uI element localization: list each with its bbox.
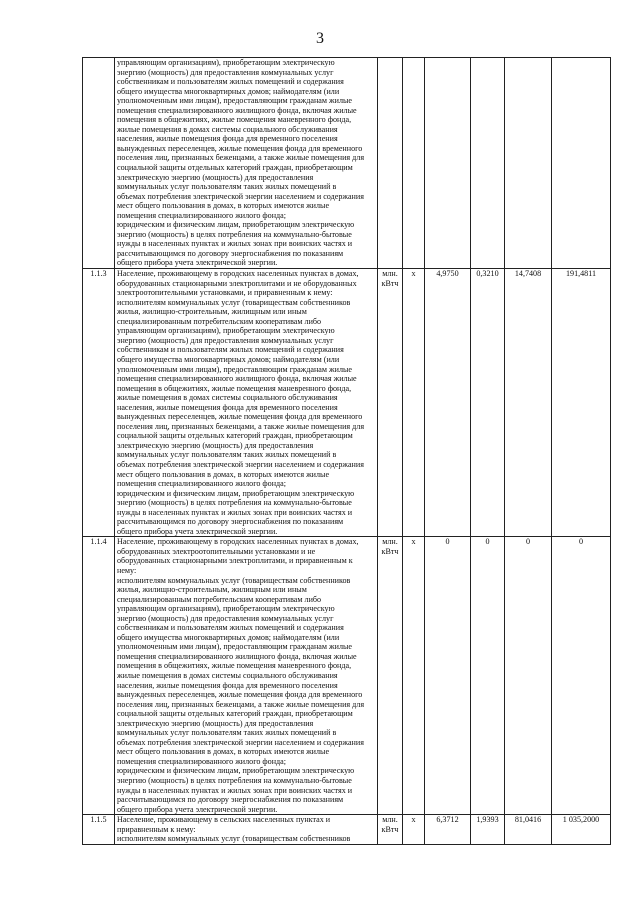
row-value-1: 6,3712 <box>425 815 471 845</box>
description-line: вынужденных переселенцев, жилые помещения фонда для временного <box>117 690 363 700</box>
page-number: 3 <box>316 30 324 47</box>
description-line: помещения специализированного жилищного фонда, включая жилые <box>117 651 357 661</box>
description-line: специализированным потребительским кооперативам либо <box>117 316 322 326</box>
tariff-table <box>82 57 611 845</box>
row-value-3: 14,7408 <box>505 269 552 537</box>
row-value-2: 0 <box>471 537 505 815</box>
description-line: энергию (мощность) для предоставления коммунальных услуг <box>117 335 334 345</box>
description-line: жилые помещения в домах системы социального обслуживания <box>117 124 338 134</box>
description-line: уполномоченным ими лицам), предоставляющим гражданам жилые <box>117 642 353 652</box>
row-number <box>83 58 115 269</box>
description-line: Население, проживающему в сельских населенных пунктах и <box>117 815 331 825</box>
row-description <box>115 269 378 537</box>
description-line: помещения специализированного жилищного фонда, включая жилые <box>117 105 357 115</box>
description-line: энергию (мощность) для предоставления коммунальных услуг <box>117 67 334 77</box>
description-line: исполнителям коммунальных услуг (товариществам собственников <box>117 297 351 307</box>
description-line: собственникам и пользователям жилых помещений и содержания <box>117 345 344 355</box>
description-line: мест общего пользования в домах, в которых имеются жилые <box>117 747 330 757</box>
description-line: поселения лиц, признанных беженцами, а также жилые помещения для <box>117 153 365 163</box>
row-mark: x <box>403 537 425 815</box>
description-line: управляющим организациям), приобретающим электрическую <box>117 326 335 336</box>
row-value-1 <box>425 58 471 269</box>
row-value-2 <box>471 58 505 269</box>
row-description <box>115 58 378 269</box>
description-line: общего прибора учета электрической энергии. <box>117 526 278 536</box>
table-row <box>83 815 611 845</box>
description-line: оборудованных электроотопительными установками и не <box>117 546 316 556</box>
description-line: приравненным к нему: <box>117 824 196 834</box>
description-line: нужды в населенных пунктах и жилых зонах при воинских частях и <box>117 507 353 517</box>
description-line: энергию (мощность) в целях потребления на коммунально-бытовые <box>117 776 352 786</box>
description-line: уполномоченным ими лицам), предоставляющим гражданам жилые <box>117 96 353 106</box>
row-unit: млн. кВтч <box>378 537 403 815</box>
description-line: Население, проживающему в городских населенных пунктах в домах, <box>117 537 359 547</box>
table-row <box>83 537 611 815</box>
row-value-3: 0 <box>505 537 552 815</box>
description-line: собственникам и пользователям жилых помещений и содержания <box>117 623 344 633</box>
row-value-2: 1,9393 <box>471 815 505 845</box>
description-line: общего прибора учета электрической энергии. <box>117 258 278 268</box>
description-line: помещения в общежитиях, жилые помещения маневренного фонда, <box>117 115 352 125</box>
description-line: электрическую энергию (мощность) для предоставления <box>117 718 314 728</box>
description-line: исполнителям коммунальных услуг (товариществам собственников <box>117 834 351 844</box>
description-line: общего прибора учета электрической энергии. <box>117 804 278 814</box>
description-line: рассчитывающимся по договору энергоснабжения по показаниям <box>117 248 344 258</box>
description-line: электрическую энергию (мощность) для предоставления <box>117 440 314 450</box>
description-line: коммунальных услуг пользователям таких жилых помещений в <box>117 182 337 192</box>
description-line: социальной защиты отдельных категорий граждан, приобретающим <box>117 163 353 173</box>
description-line: мест общего пользования в домах, в которых имеются жилые <box>117 201 330 211</box>
row-value-3 <box>505 58 552 269</box>
description-line: исполнителям коммунальных услуг (товариществам собственников <box>117 575 351 585</box>
description-line: уполномоченным ими лицам), предоставляющим гражданам жилые <box>117 364 353 374</box>
description-line: собственникам и пользователям жилых помещений и содержания <box>117 77 344 87</box>
description-line: помещения специализированного жилищного фонда, включая жилые <box>117 374 357 384</box>
description-line: вынужденных переселенцев, жилые помещения фонда для временного <box>117 143 363 153</box>
description-line: Население, проживающему в городских населенных пунктах в домах, <box>117 269 359 279</box>
description-line: рассчитывающимся по договору энергоснабжения по показаниям <box>117 795 344 805</box>
row-number: 1.1.3 <box>83 269 115 537</box>
row-mark: x <box>403 815 425 845</box>
description-line: жилья, жилищно-строительным, жилищным или иным <box>117 307 307 317</box>
description-line: специализированным потребительским кооперативам либо <box>117 594 322 604</box>
row-unit: млн. кВтч <box>378 269 403 537</box>
description-line: юридическим и физическим лицам, приобретающим электрическую <box>117 220 355 230</box>
description-line: объемах потребления электрической энергии населением и содержания <box>117 191 364 201</box>
description-line: жилые помещения в домах системы социального обслуживания <box>117 671 338 680</box>
row-unit: млн. кВтч <box>378 815 403 845</box>
row-value-4: 0 <box>552 537 611 815</box>
row-mark <box>403 58 425 269</box>
row-unit <box>378 58 403 269</box>
description-line: энергию (мощность) в целях потребления на коммунально-бытовые <box>117 229 352 239</box>
description-line: энергию (мощность) для предоставления коммунальных услуг <box>117 613 334 623</box>
description-line: оборудованных стационарными электроплитами, и приравненным к <box>117 556 353 566</box>
row-value-1: 0 <box>425 537 471 815</box>
table-row <box>83 58 611 269</box>
description-line: населения, жилые помещения фонда для временного поселения <box>117 134 338 144</box>
row-value-1: 4,9750 <box>425 269 471 537</box>
description-line: общего имущества многоквартирных домов; наймодателям (или <box>117 86 340 96</box>
description-line: жилья, жилищно-строительным, жилищным или иным <box>117 585 307 595</box>
description-line: объемах потребления электрической энергии населением и содержания <box>117 737 364 747</box>
description-line: поселения лиц, признанных беженцами, а также жилые помещения для <box>117 699 365 709</box>
description-line: мест общего пользования в домах, в которых имеются жилые <box>117 469 330 479</box>
description-line: общего имущества многоквартирных домов; наймодателям (или <box>117 632 340 642</box>
description-line: энергию (мощность) в целях потребления на коммунально-бытовые <box>117 498 352 508</box>
description-line: поселения лиц, признанных беженцами, а также жилые помещения для <box>117 421 365 431</box>
row-value-4: 191,4811 <box>552 269 611 537</box>
description-line: коммунальных услуг пользователям таких жилых помещений в <box>117 728 337 738</box>
description-line: вынужденных переселенцев, жилые помещения фонда для временного <box>117 412 363 422</box>
description-line: общего имущества многоквартирных домов; наймодателям (или <box>117 354 340 364</box>
description-line: электрическую энергию (мощность) для предоставления <box>117 172 314 182</box>
description-line: нему: <box>117 565 137 575</box>
description-line: социальной защиты отдельных категорий граждан, приобретающим <box>117 431 353 441</box>
row-value-4 <box>552 58 611 269</box>
description-line: нужды в населенных пунктах и жилых зонах при воинских частях и <box>117 239 353 249</box>
description-line: управляющим организациям), приобретающим электрическую <box>117 604 335 614</box>
table-row <box>83 269 611 537</box>
row-value-3: 81,0416 <box>505 815 552 845</box>
description-line: юридическим и физическим лицам, приобретающим электрическую <box>117 766 355 776</box>
description-line: оборудованных стационарными электроплитами и не оборудованных <box>117 278 357 288</box>
description-line: социальной защиты отдельных категорий граждан, приобретающим <box>117 709 353 719</box>
description-line: населения, жилые помещения фонда для временного поселения <box>117 402 338 412</box>
row-mark: x <box>403 269 425 537</box>
description-line: жилые помещения в домах системы социального обслуживания <box>117 393 338 403</box>
description-line: помещения специализированного жилого фонда; <box>117 210 286 220</box>
row-value-4: 1 035,2000 <box>552 815 611 845</box>
description-line: помещения специализированного жилого фонда; <box>117 756 286 766</box>
description-line: управляющим организациям), приобретающим электрическую <box>117 58 335 67</box>
description-line: объемах потребления электрической энергии населением и содержания <box>117 459 364 469</box>
row-number: 1.1.5 <box>83 815 115 845</box>
description-line: нужды в населенных пунктах и жилых зонах при воинских частях и <box>117 785 353 795</box>
row-description <box>115 815 378 845</box>
description-line: помещения специализированного жилого фонда; <box>117 479 286 489</box>
description-line: помещения в общежитиях, жилые помещения маневренного фонда, <box>117 661 352 671</box>
row-number: 1.1.4 <box>83 537 115 815</box>
description-line: электроотопительными установками, и приравненным к нему: <box>117 288 333 298</box>
description-line: рассчитывающимся по договору энергоснабжения по показаниям <box>117 517 344 527</box>
row-value-2: 0,3210 <box>471 269 505 537</box>
row-description <box>115 537 378 815</box>
description-line: населения, жилые помещения фонда для временного поселения <box>117 680 338 690</box>
description-line: коммунальных услуг пользователям таких жилых помещений в <box>117 450 337 460</box>
description-line: помещения в общежитиях, жилые помещения маневренного фонда, <box>117 383 352 393</box>
description-line: юридическим и физическим лицам, приобретающим электрическую <box>117 488 355 498</box>
